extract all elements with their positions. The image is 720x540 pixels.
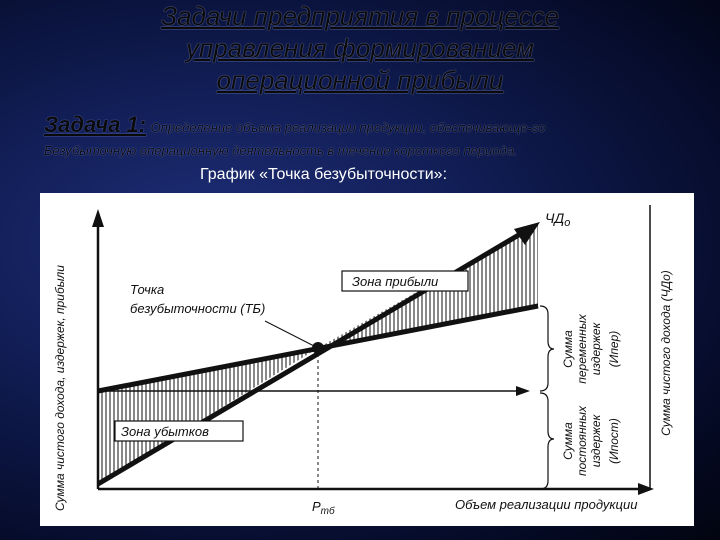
breakeven-label-1: Точка: [130, 282, 165, 297]
revenue-label-sub: о: [564, 217, 571, 229]
y-axis-arrow: [92, 209, 104, 227]
variable-costs-line-4: (Ипер): [607, 330, 621, 368]
variable-costs-label: [561, 313, 621, 383]
breakeven-label-2: безубыточности (ТБ): [130, 301, 266, 316]
title-line-1: Задачи предприятия в процессе: [161, 1, 559, 31]
fixed-costs-line-3: издержек: [589, 414, 603, 468]
variable-costs-brace: [540, 306, 554, 391]
y-axis-label: Сумма чистого дохода, издержек, прибыли: [53, 265, 67, 511]
diagram-subtitle: График «Точка безубыточности»:: [200, 166, 448, 183]
fixed-costs-line-4: (Ипост): [607, 418, 621, 464]
fixed-costs-brace: [540, 393, 554, 489]
x-tick-sub: тб: [320, 506, 335, 517]
x-tick-main: Р: [312, 499, 321, 514]
breakeven-diagram-panel: [40, 193, 694, 526]
x-axis-arrow: [638, 483, 654, 495]
fixed-costs-line-1: Сумма: [561, 422, 575, 460]
loss-zone-label: Зона убытков: [121, 424, 209, 439]
right-axis-label: Сумма чистого дохода (ЧДо): [659, 270, 673, 436]
title-line-2: управления формированием: [185, 33, 534, 63]
profit-zone-label: Зона прибыли: [352, 274, 439, 289]
title-line-3: операционной прибыли: [216, 65, 504, 95]
fixed-costs-line-2: постоянных: [575, 406, 589, 476]
breakeven-diagram: [40, 193, 694, 526]
fixed-cost-arrow: [516, 386, 530, 396]
task-label: Задача 1:: [44, 112, 147, 137]
variable-costs-line-2: переменных: [575, 314, 589, 384]
variable-costs-line-3: издержек: [589, 322, 603, 376]
revenue-label-main: ЧД: [545, 210, 565, 226]
slide-title: [60, 0, 660, 96]
task-description-1: Определение объема реализации продукции, обеспечивающе-го: [150, 120, 546, 135]
task-description-2: Безубыточную операционную деятельность в течение короткого периода.: [44, 143, 518, 158]
revenue-line-label: [545, 210, 570, 229]
variable-costs-line-1: Сумма: [561, 330, 575, 368]
task-heading: [44, 112, 704, 138]
breakeven-point: [312, 342, 324, 354]
x-axis-label: Объем реализации продукции: [455, 497, 638, 512]
breakeven-callout: [265, 321, 314, 346]
fixed-costs-label: [561, 405, 621, 476]
x-tick-breakeven: [312, 499, 335, 517]
